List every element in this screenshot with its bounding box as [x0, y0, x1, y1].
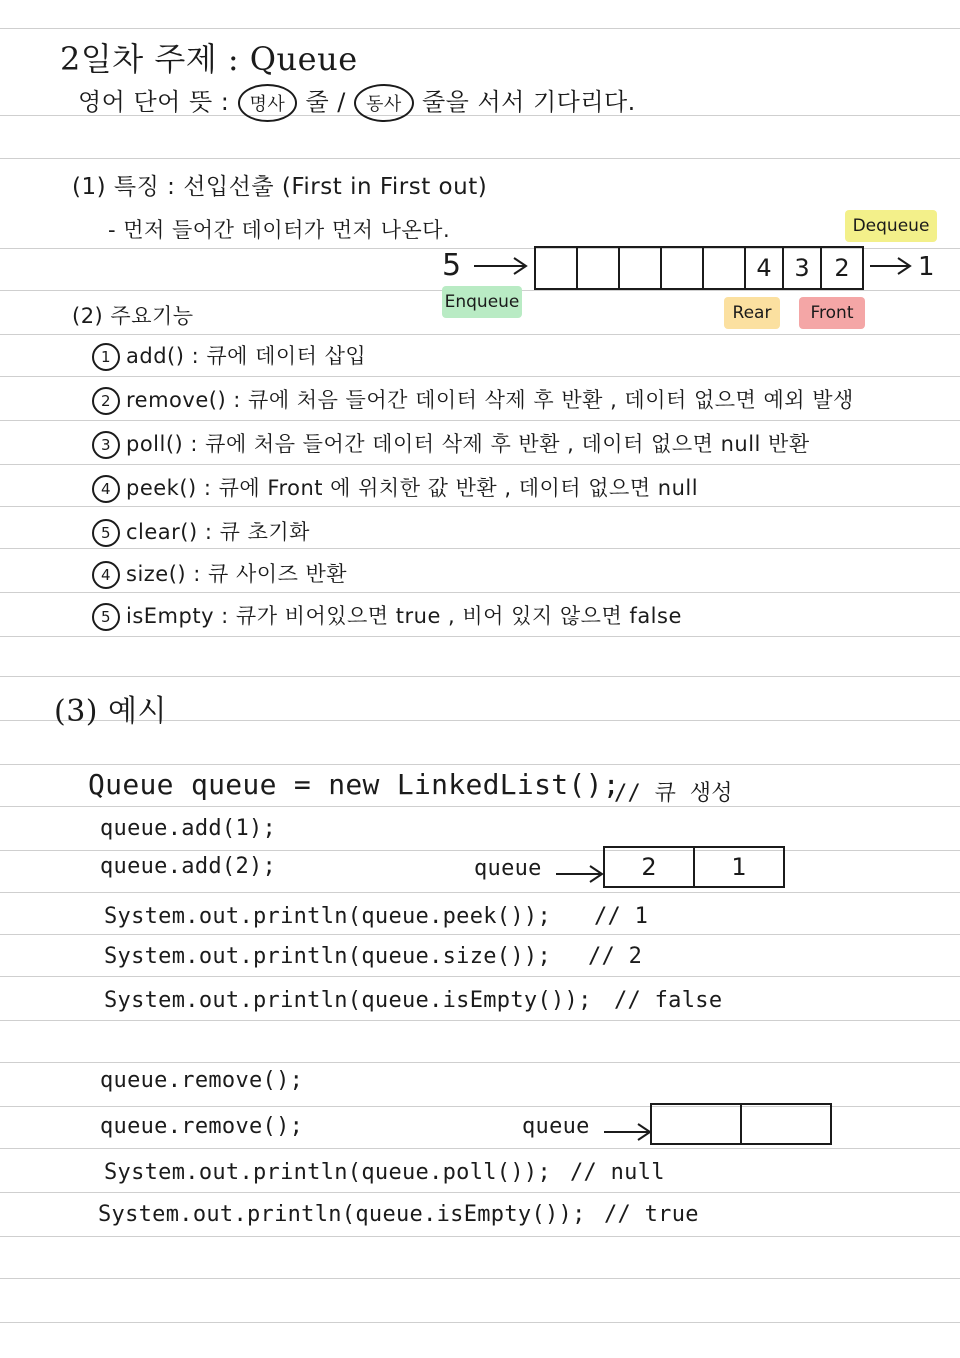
function-item	[92, 472, 698, 503]
code-line-7: queue.remove();	[100, 1068, 304, 1093]
enqueue-arrow-icon	[472, 256, 530, 276]
feature-detail: - 먼저 들어간 데이터가 먼저 나온다.	[108, 218, 451, 242]
function-text: poll() : 큐에 처음 들어간 데이터 삭제 후 반환 , 데이터 없으면 null 반환	[126, 432, 810, 456]
function-text: add() : 큐에 데이터 삽입	[126, 344, 367, 368]
queue-arrow-icon-2	[602, 1122, 652, 1142]
queue-arrow-icon-1	[554, 864, 604, 884]
function-item	[92, 558, 347, 589]
ruled-line	[0, 976, 960, 977]
outgoing-value: 1	[918, 252, 936, 282]
queue-diagram-cell	[662, 248, 704, 288]
dequeue-arrow-icon	[868, 256, 914, 276]
code-line-8: queue.remove();	[100, 1114, 304, 1139]
ruled-line	[0, 764, 960, 765]
incoming-value: 5	[442, 248, 462, 283]
function-number: 4	[92, 561, 120, 589]
queue-diagram-cell	[620, 248, 662, 288]
function-item	[92, 340, 366, 371]
queue-diagram-box	[534, 246, 864, 290]
ruled-line	[0, 592, 960, 593]
page-title: 2일차 주제 : Queue	[60, 40, 358, 78]
code-line-3: queue.add(2);	[100, 854, 277, 879]
verb-meaning: 줄을 서서 기다리다.	[421, 88, 636, 116]
function-number: 5	[92, 603, 120, 631]
queue-diagram-cell	[578, 248, 620, 288]
ruled-line	[0, 28, 960, 29]
slash-separator: /	[337, 88, 346, 116]
ruled-line	[0, 892, 960, 893]
ruled-line	[0, 806, 960, 807]
function-text: remove() : 큐에 처음 들어간 데이터 삭제 후 반환 , 데이터 없으면 예외 발생	[126, 388, 854, 412]
ruled-line	[0, 548, 960, 549]
ruled-line	[0, 334, 960, 335]
enqueue-label: Enqueue	[442, 286, 522, 318]
function-number: 3	[92, 431, 120, 459]
code-line-2: queue.add(1);	[100, 816, 277, 841]
queue-box-cell: 2	[605, 848, 695, 886]
queue-box-cell	[742, 1105, 830, 1143]
code-comment-10: // true	[604, 1202, 699, 1227]
ruled-line	[0, 420, 960, 421]
queue-diagram-cell: 2	[834, 254, 850, 282]
function-text: isEmpty : 큐가 비어있으면 true , 비어 있지 않으면 false	[126, 604, 682, 628]
rear-label: Rear	[724, 297, 780, 329]
queue-box-1	[603, 846, 785, 888]
verb-oval: 동사	[354, 84, 414, 122]
queue-box-cell: 1	[731, 853, 747, 881]
code-comment-5: // 2	[588, 944, 643, 969]
dequeue-label: Dequeue	[845, 210, 937, 242]
queue-label-1: queue	[474, 856, 542, 881]
ruled-line	[0, 376, 960, 377]
feature-heading: (1) 특징 : 선입선출 (First in First out)	[72, 174, 488, 200]
function-number: 2	[92, 387, 120, 415]
noun-meaning: 줄	[305, 88, 330, 116]
ruled-line	[0, 1236, 960, 1237]
ruled-line	[0, 1192, 960, 1193]
code-comment-9: // null	[570, 1160, 665, 1185]
queue-diagram-cell	[704, 248, 746, 288]
noun-oval: 명사	[238, 84, 298, 122]
ruled-line	[0, 506, 960, 507]
ruled-line	[0, 934, 960, 935]
code-line-9: System.out.println(queue.poll());	[104, 1160, 551, 1185]
ruled-line	[0, 1278, 960, 1279]
code-comment-1: // 큐 생성	[614, 781, 733, 806]
function-item	[92, 384, 854, 415]
ruled-line	[0, 1322, 960, 1323]
queue-label-2: queue	[522, 1114, 590, 1139]
ruled-line	[0, 1020, 960, 1021]
code-line-6: System.out.println(queue.isEmpty());	[104, 988, 592, 1013]
queue-diagram-cell: 3	[784, 248, 822, 288]
function-item	[92, 600, 682, 631]
ruled-line	[0, 1148, 960, 1149]
function-number: 4	[92, 475, 120, 503]
queue-diagram-cell: 4	[746, 248, 784, 288]
front-label: Front	[799, 297, 865, 329]
queue-box-cell	[652, 1105, 742, 1143]
functions-heading: (2) 주요기능	[72, 304, 194, 328]
code-line-1: Queue queue = new LinkedList();	[88, 768, 620, 801]
meaning-line	[78, 82, 636, 122]
ruled-line	[0, 676, 960, 677]
code-line-5: System.out.println(queue.size());	[104, 944, 551, 969]
function-number: 5	[92, 519, 120, 547]
code-comment-4: // 1	[594, 904, 649, 929]
function-text: peek() : 큐에 Front 에 위치한 값 반환 , 데이터 없으면 null	[126, 476, 699, 500]
ruled-line	[0, 636, 960, 637]
ruled-line	[0, 158, 960, 159]
function-number: 1	[92, 343, 120, 371]
code-line-4: System.out.println(queue.peek());	[104, 904, 551, 929]
function-text: size() : 큐 사이즈 반환	[126, 562, 348, 586]
function-text: clear() : 큐 초기화	[126, 520, 310, 544]
queue-box-2	[650, 1103, 832, 1145]
meaning-prefix: 영어 단어 뜻 :	[78, 88, 230, 116]
ruled-line	[0, 850, 960, 851]
ruled-line	[0, 464, 960, 465]
function-item	[92, 428, 810, 459]
code-comment-6: // false	[614, 988, 723, 1013]
code-line-10: System.out.println(queue.isEmpty());	[98, 1202, 586, 1227]
ruled-line	[0, 1062, 960, 1063]
function-item	[92, 516, 310, 547]
queue-diagram-cell	[536, 248, 578, 288]
example-heading: (3) 예시	[54, 694, 167, 729]
